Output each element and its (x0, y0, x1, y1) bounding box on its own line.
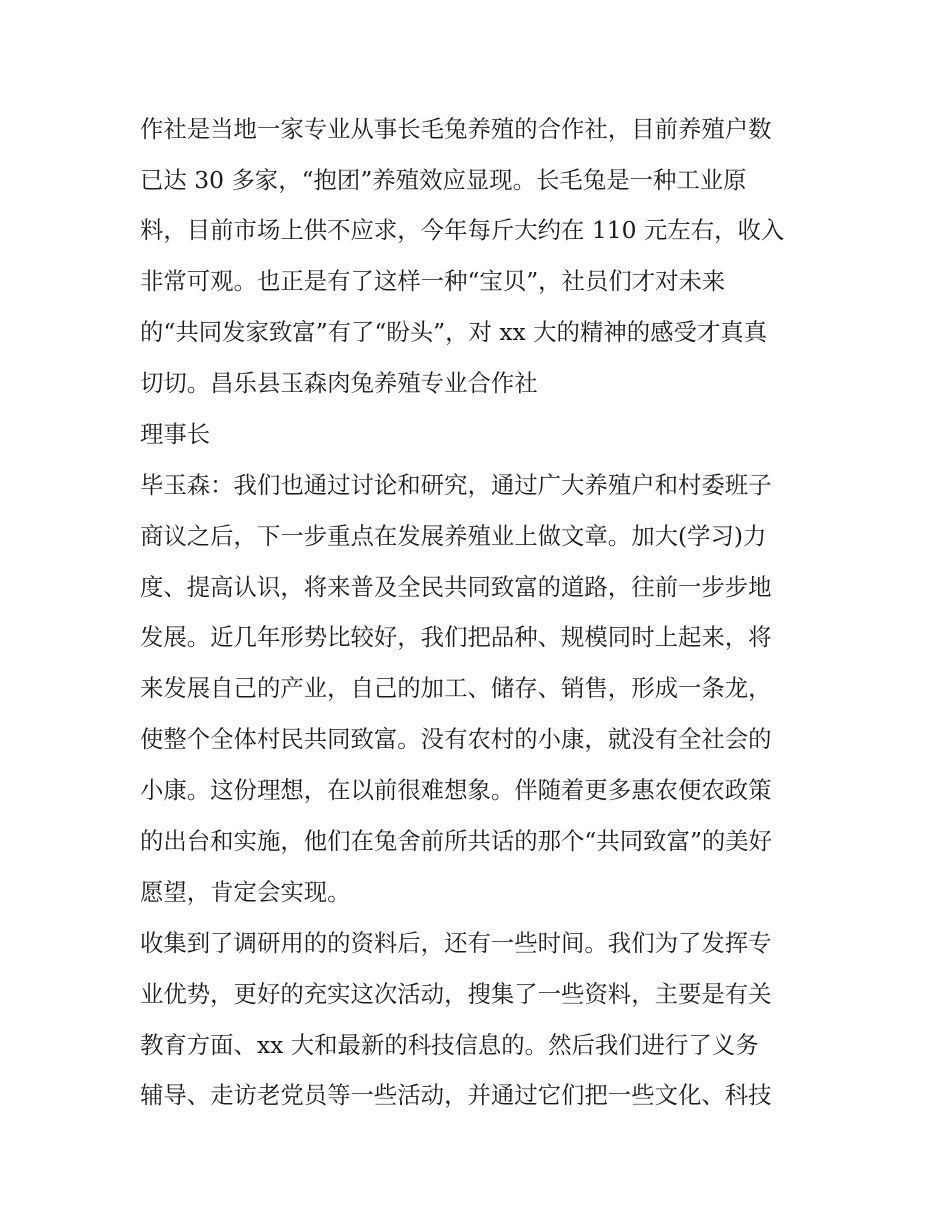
text-line: 业优势，更好的充实这次活动，搜集了一些资料，主要是有关 (140, 980, 772, 1008)
text-line: 已达 30 多家，“抱团”养殖效应显现。长毛兔是一种工业原 (140, 166, 747, 194)
text-line: 愿望，肯定会实现。 (140, 878, 351, 906)
text-line: 辅导、走访老党员等一些活动，并通过它们把一些文化、科技 (140, 1081, 772, 1109)
text-line: 使整个全体村民共同致富。没有农村的小康，就没有全社会的 (140, 725, 772, 753)
text-line: 度、提高认识，将来普及全民共同致富的道路，往前一步步地 (140, 573, 772, 601)
text-line: 的出台和实施，他们在兔舍前所共话的那个“共同致富”的美好 (140, 827, 773, 855)
text-line: 理事长 (140, 420, 211, 448)
text-line: 来发展自己的产业，自己的加工、储存、销售，形成一条龙， (140, 674, 772, 702)
text-line: 毕玉森：我们也通过讨论和研究，通过广大养殖户和村委班子 (140, 471, 772, 499)
text-line: 收集到了调研用的的资料后，还有一些时间。我们为了发挥专 (140, 929, 772, 957)
text-line: 的“共同发家致富”有了“盼头”，对 xx 大的精神的感受才真真 (140, 318, 768, 346)
text-line: 商议之后，下一步重点在发展养殖业上做文章。加大(学习)力 (140, 522, 767, 550)
text-line: 非常可观。也正是有了这样一种“宝贝”，社员们才对未来 (140, 267, 726, 295)
text-line: 料，目前市场上供不应求，今年每斤大约在 110 元左右，收入 (140, 216, 785, 244)
text-line: 切切。昌乐县玉森肉兔养殖专业合作社 (140, 369, 538, 397)
text-line: 小康。这份理想，在以前很难想象。伴随着更多惠农便农政策 (140, 776, 772, 804)
text-line: 教育方面、xx 大和最新的科技信息的。然后我们进行了义务 (140, 1031, 759, 1059)
text-line: 作社是当地一家专业从事长毛兔养殖的合作社，目前养殖户数 (140, 115, 772, 143)
text-line: 发展。近几年形势比较好，我们把品种、规模同时上起来，将 (140, 623, 772, 651)
